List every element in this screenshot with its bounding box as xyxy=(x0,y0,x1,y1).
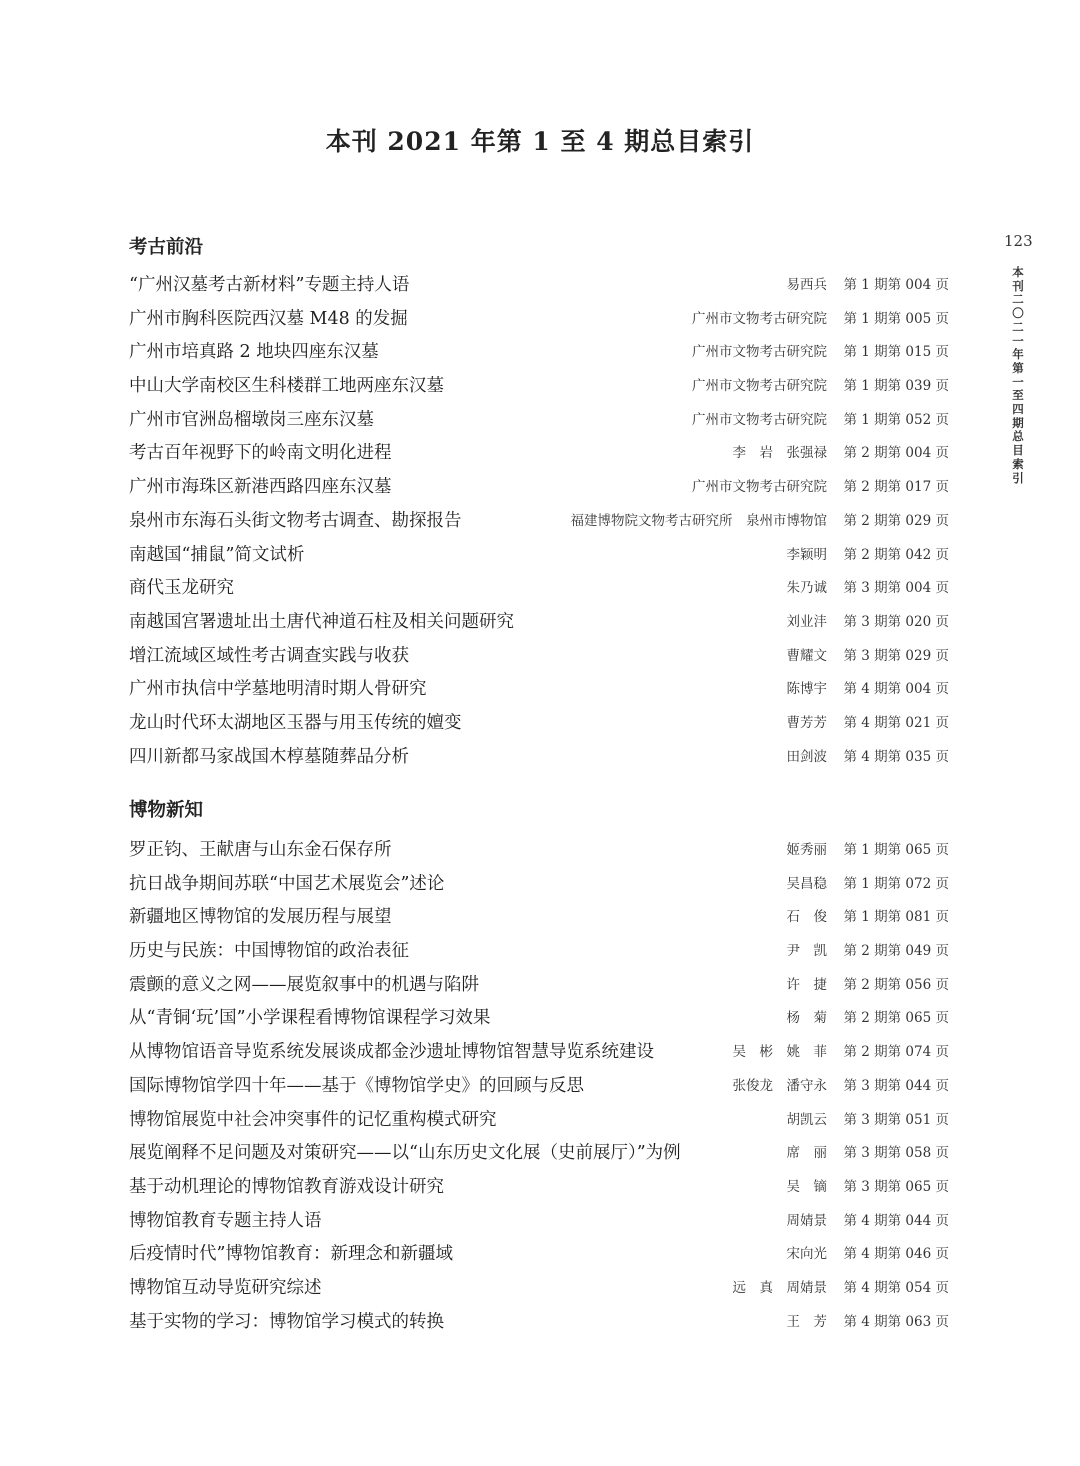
toc-entry xyxy=(129,1238,959,1272)
entry-title: 国际博物馆学四十年——基于《博物馆学史》的回顾与反思 xyxy=(129,1075,584,1096)
entry-author: 吴 彬 姚 菲 xyxy=(732,1044,827,1061)
section-museum xyxy=(129,798,959,1339)
toc-entry xyxy=(129,269,959,303)
entry-issue: 第 4 期第 035 页 xyxy=(843,748,949,765)
entry-issue: 第 3 期第 065 页 xyxy=(843,1178,949,1195)
toc-entry xyxy=(129,336,959,370)
entry-author: 易西兵 xyxy=(786,277,827,293)
entry-title: 基于动机理论的博物馆教育游戏设计研究 xyxy=(129,1176,444,1197)
entry-issue: 第 2 期第 017 页 xyxy=(843,479,949,496)
entry-title: 历史与民族：中国博物馆的政治表征 xyxy=(129,941,409,962)
entry-title: 广州市官洲岛榴墩岗三座东汉墓 xyxy=(129,409,374,430)
toc-entry xyxy=(129,1306,959,1340)
toc-entry xyxy=(129,1002,959,1036)
entry-author: 尹 凯 xyxy=(786,943,827,960)
entry-author: 朱乃诚 xyxy=(786,580,827,597)
toc-entry xyxy=(129,1272,959,1306)
entry-title: “广州汉墓考古新材料”专题主持人语 xyxy=(129,275,410,295)
entry-list xyxy=(129,834,959,1339)
entry-title: 展览阐释不足问题及对策研究——以“山东历史文化展（史前展厅）”为例 xyxy=(129,1143,681,1164)
toc-entry xyxy=(129,1036,959,1070)
entry-title: 泉州市东海石头街文物考古调查、勘探报告 xyxy=(129,510,462,531)
toc-entry xyxy=(129,1171,959,1205)
toc-entry xyxy=(129,1104,959,1138)
entry-issue: 第 4 期第 004 页 xyxy=(843,681,949,698)
entry-author: 胡凯云 xyxy=(786,1111,827,1128)
toc-entry xyxy=(129,1137,959,1171)
entry-issue: 第 1 期第 065 页 xyxy=(843,842,949,858)
entry-title: 抗日战争期间苏联“中国艺术展览会”述论 xyxy=(129,873,445,894)
entry-title: 从博物馆语音导览系统发展谈成都金沙遗址博物馆智慧导览系统建设 xyxy=(129,1042,654,1063)
toc-entry xyxy=(129,901,959,935)
entry-title: 后疫情时代”博物馆教育：新理念和新疆域 xyxy=(129,1244,453,1265)
entry-author: 广州市文物考古研究院 xyxy=(692,344,827,361)
toc-entry xyxy=(129,404,959,438)
entry-issue: 第 4 期第 046 页 xyxy=(843,1246,949,1263)
entry-issue: 第 2 期第 074 页 xyxy=(843,1044,949,1061)
toc-entry xyxy=(129,935,959,969)
entry-author: 刘业沣 xyxy=(786,613,827,630)
entry-issue: 第 2 期第 049 页 xyxy=(843,943,949,960)
toc-entry xyxy=(129,673,959,707)
entry-title: 广州市胸科医院西汉墓 M48 的发掘 xyxy=(129,308,408,329)
entry-author: 李 岩 张强禄 xyxy=(732,445,827,462)
toc-entry xyxy=(129,707,959,741)
entry-author: 田剑波 xyxy=(786,748,827,765)
entry-author: 曹芳芳 xyxy=(786,714,827,731)
toc-entry xyxy=(129,834,959,868)
entry-author: 陈博宇 xyxy=(786,681,827,698)
toc-entry xyxy=(129,741,959,775)
entry-issue: 第 3 期第 044 页 xyxy=(843,1077,949,1094)
entry-author: 杨 菊 xyxy=(786,1010,827,1027)
entry-author: 李颖明 xyxy=(786,546,827,563)
entry-title: 广州市执信中学墓地明清时期人骨研究 xyxy=(129,679,427,700)
entry-title: 商代玉龙研究 xyxy=(129,578,234,599)
toc-entry xyxy=(129,505,959,539)
entry-title: 基于实物的学习：博物馆学习模式的转换 xyxy=(129,1311,444,1332)
entry-issue: 第 1 期第 039 页 xyxy=(843,378,949,395)
entry-author: 吴昌稳 xyxy=(786,875,827,892)
entry-issue: 第 4 期第 054 页 xyxy=(843,1279,949,1296)
entry-author: 广州市文物考古研究院 xyxy=(692,479,827,496)
entry-author: 远 真 周婧景 xyxy=(732,1279,827,1296)
entry-author: 吴 镝 xyxy=(786,1178,827,1195)
toc-entry xyxy=(129,1205,959,1239)
entry-title: 震颤的意义之网——展览叙事中的机遇与陷阱 xyxy=(129,974,479,995)
section-title: 考古前沿 xyxy=(129,237,204,258)
entry-title: 增江流域区域性考古调查实践与收获 xyxy=(129,645,409,666)
entry-author: 姬秀丽 xyxy=(786,842,827,858)
entry-issue: 第 2 期第 042 页 xyxy=(843,546,949,563)
entry-author: 石 俊 xyxy=(786,909,827,926)
entry-author: 许 捷 xyxy=(786,976,827,993)
entry-author: 福建博物院文物考古研究所 泉州市博物馆 xyxy=(570,512,827,529)
entry-issue: 第 1 期第 015 页 xyxy=(843,344,949,361)
entry-title: 广州市海珠区新港西路四座东汉墓 xyxy=(129,477,392,498)
entry-issue: 第 4 期第 021 页 xyxy=(843,714,949,731)
entry-issue: 第 2 期第 004 页 xyxy=(843,445,949,462)
entry-title: 南越国“捕鼠”简文试析 xyxy=(129,544,305,565)
entry-issue: 第 3 期第 004 页 xyxy=(843,580,949,597)
toc-entry xyxy=(129,572,959,606)
toc-entry xyxy=(129,640,959,674)
toc-entry xyxy=(129,370,959,404)
entry-list xyxy=(129,269,959,774)
entry-issue: 第 1 期第 005 页 xyxy=(843,310,949,327)
entry-title: 龙山时代环太湖地区玉器与用玉传统的嬗变 xyxy=(129,712,462,733)
entry-issue: 第 3 期第 051 页 xyxy=(843,1111,949,1128)
section-archaeology xyxy=(129,235,959,774)
section-title: 博物新知 xyxy=(129,800,204,821)
entry-title: 博物馆展览中社会冲突事件的记忆重构模式研究 xyxy=(129,1109,497,1130)
entry-issue: 第 1 期第 081 页 xyxy=(843,909,949,926)
entry-title: 博物馆教育专题主持人语 xyxy=(129,1210,322,1231)
entry-author: 王 芳 xyxy=(786,1313,827,1330)
toc-entry xyxy=(129,303,959,337)
entry-author: 广州市文物考古研究院 xyxy=(692,310,827,327)
entry-issue: 第 2 期第 065 页 xyxy=(843,1010,949,1027)
entry-author: 宋向光 xyxy=(786,1246,827,1263)
entry-issue: 第 2 期第 056 页 xyxy=(843,976,949,993)
toc-entry xyxy=(129,539,959,573)
entry-author: 广州市文物考古研究院 xyxy=(692,411,827,428)
entry-author: 张俊龙 潘守永 xyxy=(732,1077,827,1094)
entry-issue: 第 1 期第 004 页 xyxy=(843,277,949,293)
entry-issue: 第 4 期第 044 页 xyxy=(843,1212,949,1229)
entry-title: 南越国宫署遗址出土唐代神道石柱及相关问题研究 xyxy=(129,611,514,632)
entry-issue: 第 1 期第 072 页 xyxy=(843,875,949,892)
entry-author: 席 丽 xyxy=(786,1145,827,1162)
entry-issue: 第 1 期第 052 页 xyxy=(843,411,949,428)
page-title: 本刊 2021 年第 1 至 4 期总目索引 xyxy=(325,127,755,156)
entry-title: 博物馆互动导览研究综述 xyxy=(129,1277,322,1298)
toc-entry xyxy=(129,437,959,471)
entry-title: 广州市培真路 2 地块四座东汉墓 xyxy=(129,342,379,363)
entry-title: 从“青铜‘玩’国”小学课程看博物馆课程学习效果 xyxy=(129,1008,491,1029)
entry-title: 考古百年视野下的岭南文明化进程 xyxy=(129,443,392,464)
entry-author: 周婧景 xyxy=(786,1212,827,1229)
entry-title: 新疆地区博物馆的发展历程与展望 xyxy=(129,907,392,928)
toc-entry xyxy=(129,471,959,505)
entry-issue: 第 4 期第 063 页 xyxy=(843,1313,949,1330)
entry-title: 中山大学南校区生科楼群工地两座东汉墓 xyxy=(129,376,444,397)
toc-entry xyxy=(129,969,959,1003)
entry-issue: 第 2 期第 029 页 xyxy=(843,512,949,529)
toc-entry xyxy=(129,1070,959,1104)
entry-issue: 第 3 期第 020 页 xyxy=(843,613,949,630)
entry-issue: 第 3 期第 058 页 xyxy=(843,1145,949,1162)
toc-entry xyxy=(129,868,959,902)
entry-author: 曹耀文 xyxy=(786,647,827,664)
running-side-label: 本 刊 二 〇 二 一 年 第 一 至 四 期 总 目 索 引 xyxy=(1012,265,1024,485)
entry-issue: 第 3 期第 029 页 xyxy=(843,647,949,664)
entry-title: 罗正钧、王献唐与山东金石保存所 xyxy=(129,840,392,860)
entry-title: 四川新都马家战国木椁墓随葬品分析 xyxy=(129,746,409,767)
page-number: 123 xyxy=(1004,232,1033,250)
toc-entry xyxy=(129,606,959,640)
entry-author: 广州市文物考古研究院 xyxy=(692,378,827,395)
